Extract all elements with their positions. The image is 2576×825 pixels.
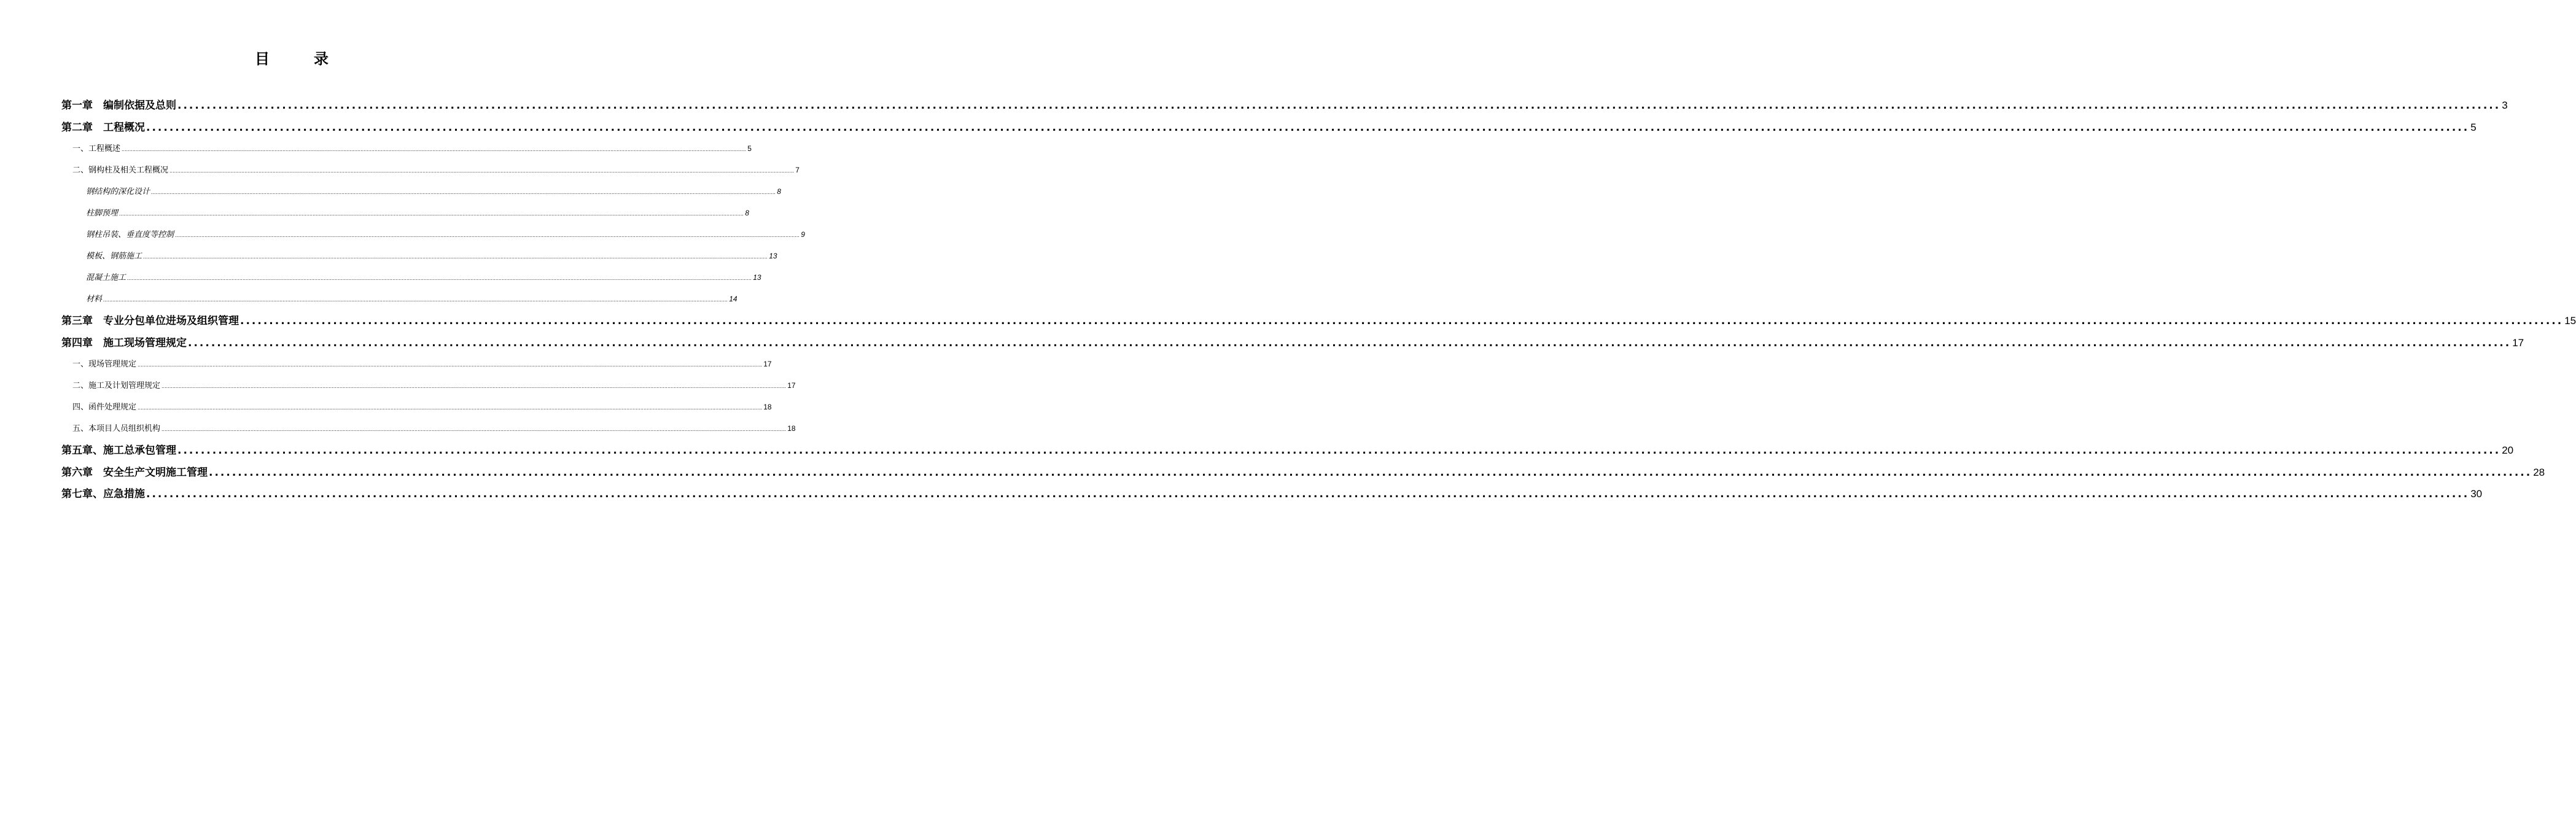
toc-entry-label: 第一章 编制依据及总则 (61, 99, 176, 112)
toc-entry[interactable] (61, 138, 752, 160)
toc-entry[interactable] (61, 289, 737, 310)
toc-entry[interactable] (61, 418, 796, 440)
toc-entry-page-number: 5 (2470, 121, 2477, 133)
toc-entry-label: 一、现场管理规定 (72, 360, 137, 369)
toc-entry[interactable] (61, 462, 2545, 484)
table-of-contents (61, 95, 2576, 505)
toc-entry[interactable] (61, 203, 749, 224)
toc-entry[interactable] (61, 160, 800, 181)
toc-dot-leader: ................................................................................................................................................................................................................................................................................................................................................................................................................ (161, 384, 787, 389)
toc-entry-page-number: 14 (729, 295, 737, 303)
toc-entry-label: 第三章 专业分包单位进场及组织管理 (61, 315, 239, 327)
toc-dot-leader: ................................................................................................................................................................................................................................................................................................................................................................................................................ (122, 147, 747, 152)
toc-entry[interactable] (61, 117, 2477, 139)
toc-dot-leader: ................................................................................................................................................................................................................................................................................................................................................................................................................ (177, 99, 2501, 112)
toc-dot-leader: ................................................................................................................................................................................................................................................................................................................................................................................................................ (209, 466, 2532, 479)
toc-entry[interactable] (61, 354, 772, 375)
toc-dot-leader: ................................................................................................................................................................................................................................................................................................................................................................................................................ (177, 444, 2501, 457)
toc-entry-label: 第六章 安全生产文明施工管理 (61, 466, 208, 479)
toc-entry-page-number: 5 (747, 144, 752, 153)
toc-entry-label: 柱脚预埋 (86, 209, 119, 218)
toc-entry-label: 四、函件处理规定 (72, 403, 137, 412)
toc-entry[interactable] (61, 267, 761, 289)
toc-dot-leader: ................................................................................................................................................................................................................................................................................................................................................................................................................ (188, 336, 2512, 349)
toc-entry-page-number: 20 (2502, 444, 2514, 456)
toc-entry-label: 二、钢构柱及相关工程概况 (72, 166, 169, 175)
toc-entry-label: 第四章 施工现场管理规定 (61, 336, 187, 349)
toc-entry-page-number: 30 (2470, 488, 2483, 500)
toc-dot-leader: ................................................................................................................................................................................................................................................................................................................................................................................................................ (138, 362, 763, 368)
toc-entry-page-number: 9 (801, 230, 805, 239)
toc-entry[interactable] (61, 181, 781, 203)
toc-entry[interactable] (61, 483, 2483, 505)
toc-entry[interactable] (61, 397, 772, 418)
toc-dot-leader: ................................................................................................................................................................................................................................................................................................................................................................................................................ (127, 276, 752, 281)
toc-entry[interactable] (61, 95, 2508, 117)
toc-entry-page-number: 7 (795, 166, 800, 174)
toc-dot-leader: ................................................................................................................................................................................................................................................................................................................................................................................................................ (175, 233, 800, 238)
toc-entry-page-number: 8 (745, 209, 749, 217)
toc-dot-leader: ................................................................................................................................................................................................................................................................................................................................................................................................................ (143, 254, 768, 260)
toc-entry[interactable] (61, 310, 2576, 332)
toc-entry-page-number: 13 (753, 273, 761, 282)
toc-entry-label: 第七章、应急措施 (61, 488, 145, 500)
toc-dot-leader: ................................................................................................................................................................................................................................................................................................................................................................................................................ (103, 297, 728, 303)
page-title: 目 录 (255, 50, 343, 68)
toc-entry[interactable] (61, 224, 805, 246)
toc-dot-leader: ................................................................................................................................................................................................................................................................................................................................................................................................................ (161, 427, 787, 432)
toc-dot-leader: ................................................................................................................................................................................................................................................................................................................................................................................................................ (146, 488, 2470, 500)
toc-entry-page-number: 18 (763, 403, 772, 411)
toc-entry-label: 第二章 工程概况 (61, 121, 145, 134)
toc-entry-label: 材料 (86, 295, 103, 304)
toc-entry-page-number: 18 (787, 424, 796, 433)
toc-entry-label: 混凝土施工 (86, 273, 126, 282)
toc-entry-page-number: 8 (777, 187, 781, 196)
toc-entry-page-number: 13 (769, 252, 777, 260)
toc-entry-page-number: 15 (2564, 315, 2576, 327)
toc-entry-page-number: 17 (763, 360, 772, 368)
toc-dot-leader: ................................................................................................................................................................................................................................................................................................................................................................................................................ (119, 211, 744, 217)
toc-entry-label: 五、本项目人员组织机构 (72, 424, 161, 433)
toc-entry[interactable] (61, 246, 777, 267)
toc-entry-label: 第五章、施工总承包管理 (61, 444, 176, 457)
toc-entry-page-number: 17 (787, 381, 796, 390)
toc-dot-leader: ................................................................................................................................................................................................................................................................................................................................................................................................................ (138, 405, 763, 411)
toc-entry[interactable] (61, 332, 2524, 354)
toc-dot-leader: ................................................................................................................................................................................................................................................................................................................................................................................................................ (169, 168, 795, 174)
toc-entry-page-number: 3 (2502, 99, 2508, 111)
toc-dot-leader: ................................................................................................................................................................................................................................................................................................................................................................................................................ (151, 190, 776, 195)
toc-entry-label: 一、工程概述 (72, 144, 121, 153)
toc-dot-leader: ................................................................................................................................................................................................................................................................................................................................................................................................................ (146, 121, 2470, 134)
toc-entry-page-number: 28 (2533, 466, 2545, 478)
toc-entry-label: 钢柱吊装、垂直度等控制 (86, 230, 174, 239)
toc-entry-label: 钢结构的深化设计 (86, 187, 150, 196)
toc-dot-leader: ................................................................................................................................................................................................................................................................................................................................................................................................................ (240, 315, 2564, 327)
toc-entry-page-number: 17 (2512, 336, 2524, 349)
toc-entry[interactable] (61, 440, 2514, 462)
toc-entry[interactable] (61, 375, 796, 397)
toc-entry-label: 二、施工及计划管理规定 (72, 381, 161, 390)
toc-entry-label: 模板、钢筋施工 (86, 252, 142, 261)
